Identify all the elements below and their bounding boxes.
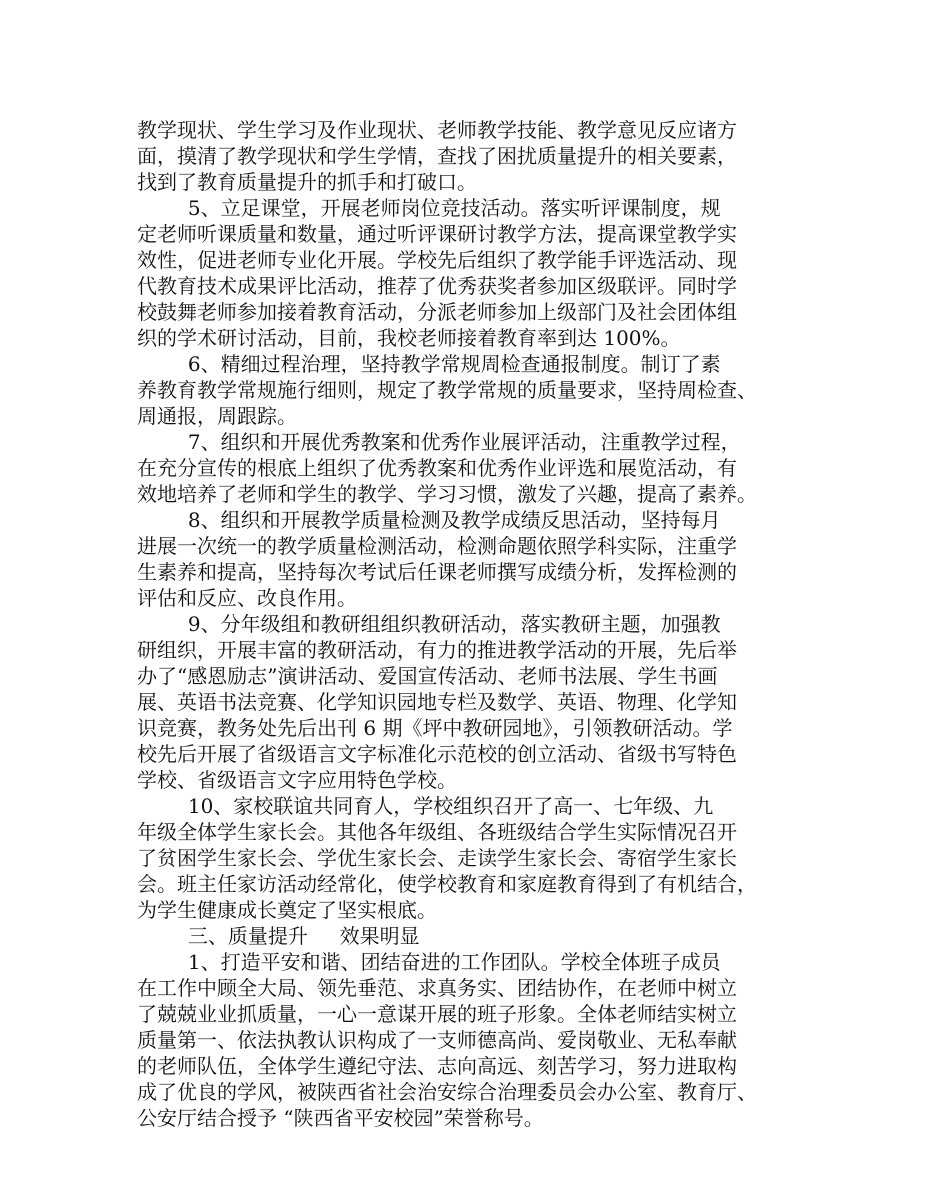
text-line: 在工作中顾全大局、领先垂范、求真务实、团结协作，在老师中树立 — [137, 976, 737, 1000]
text-line: 了贫困学生家长会、学优生家长会、走读学生家长会、寄宿学生家长 — [137, 846, 737, 870]
text-line: 5、立足课堂，开展老师岗位竞技活动。落实听评课制度，规 — [137, 196, 721, 220]
text-line: 1、打造平安和谐、团结奋进的工作团队。学校全体班子成员 — [137, 950, 721, 974]
text-line: 展、英语书法竞赛、化学知识园地专栏及数学、英语、物理、化学知 — [137, 690, 737, 714]
text-line: 代教育技术成果评比活动，推荐了优秀获奖者参加区级联评。同时学 — [137, 274, 737, 298]
text-line: 在充分宣传的根底上组织了优秀教案和优秀作业评选和展览活动，有 — [137, 456, 737, 480]
text-line: 校先后开展了省级语言文字标准化示范校的创立活动、省级书写特色 — [137, 742, 737, 766]
text-line: 公安厅结合授予 “陕西省平安校园”荣誉称号。 — [137, 1106, 544, 1130]
text-line: 找到了教育质量提升的抓手和打破口。 — [137, 170, 477, 194]
text-line: 9、分年级组和教研组组织教研活动，落实教研主题，加强教 — [137, 612, 721, 636]
text-line: 进展一次统一的教学质量检测活动，检测命题依照学科实际，注重学 — [137, 534, 737, 558]
text-line: 生素养和提高，坚持每次考试后任课老师撰写成绩分析，发挥检测的 — [137, 560, 737, 584]
text-line: 10、家校联谊共同育人，学校组织召开了高一、七年级、九 — [137, 794, 714, 818]
text-line: 效地培养了老师和学生的教学、学习习惯，激发了兴趣，提高了素养。 — [137, 482, 757, 506]
text-line: 面，摸清了教学现状和学生学情，查找了困扰质量提升的相关要素， — [137, 144, 737, 168]
text-line: 效性，促进老师专业化开展。学校先后组织了教学能手评选活动、现 — [137, 248, 737, 272]
text-line: 年级全体学生家长会。其他各年级组、各班级结合学生实际情况召开 — [137, 820, 737, 844]
text-line: 织的学术研讨活动，目前，我校老师接着教育率到达 100%。 — [137, 326, 681, 350]
text-line: 三、质量提升 效果明显 — [137, 924, 420, 948]
text-line: 学校、省级语言文字应用特色学校。 — [137, 768, 457, 792]
text-line: 6、精细过程治理，坚持教学常规周检查通报制度。制订了素 — [137, 352, 721, 376]
text-line: 定老师听课质量和数量，通过听评课研讨教学方法，提高课堂教学实 — [137, 222, 737, 246]
text-line: 识竞赛，教务处先后出刊 6 期《坪中教研园地》，引领教研活动。学 — [137, 716, 733, 740]
text-line: 办了“感恩励志”演讲活动、爱国宣传活动、老师书法展、学生书画 — [137, 664, 718, 688]
text-line: 养教育教学常规施行细则，规定了教学常规的质量要求，坚持周检查、 — [137, 378, 757, 402]
text-line: 评估和反应、改良作用。 — [137, 586, 357, 610]
text-line: 校鼓舞老师参加接着教育活动，分派老师参加上级部门及社会团体组 — [137, 300, 737, 324]
text-line: 质量第一、依法执教认识构成了一支师德高尚、爱岗敬业、无私奉献 — [137, 1028, 737, 1052]
document-body — [137, 117, 817, 1131]
text-line: 了兢兢业业抓质量，一心一意谋开展的班子形象。全体老师结实树立 — [137, 1002, 737, 1026]
text-line: 教学现状、学生学习及作业现状、老师教学技能、教学意见反应诸方 — [137, 118, 737, 142]
text-line: 周通报，周跟踪。 — [137, 404, 297, 428]
text-line: 为学生健康成长奠定了坚实根底。 — [137, 898, 437, 922]
text-line: 8、组织和开展教学质量检测及教学成绩反思活动，坚持每月 — [137, 508, 721, 532]
text-line: 会。班主任家访活动经常化，使学校教育和家庭教育得到了有机结合， — [137, 872, 757, 896]
text-line: 7、组织和开展优秀教案和优秀作业展评活动，注重教学过程， — [137, 430, 741, 454]
text-line: 的老师队伍，全体学生遵纪守法、志向高远、刻苦学习，努力进取构 — [137, 1054, 737, 1078]
text-line: 研组织，开展丰富的教研活动，有力的推进教学活动的开展，先后举 — [137, 638, 737, 662]
text-line: 成了优良的学风，被陕西省社会治安综合治理委员会办公室、教育厅、 — [137, 1080, 757, 1104]
